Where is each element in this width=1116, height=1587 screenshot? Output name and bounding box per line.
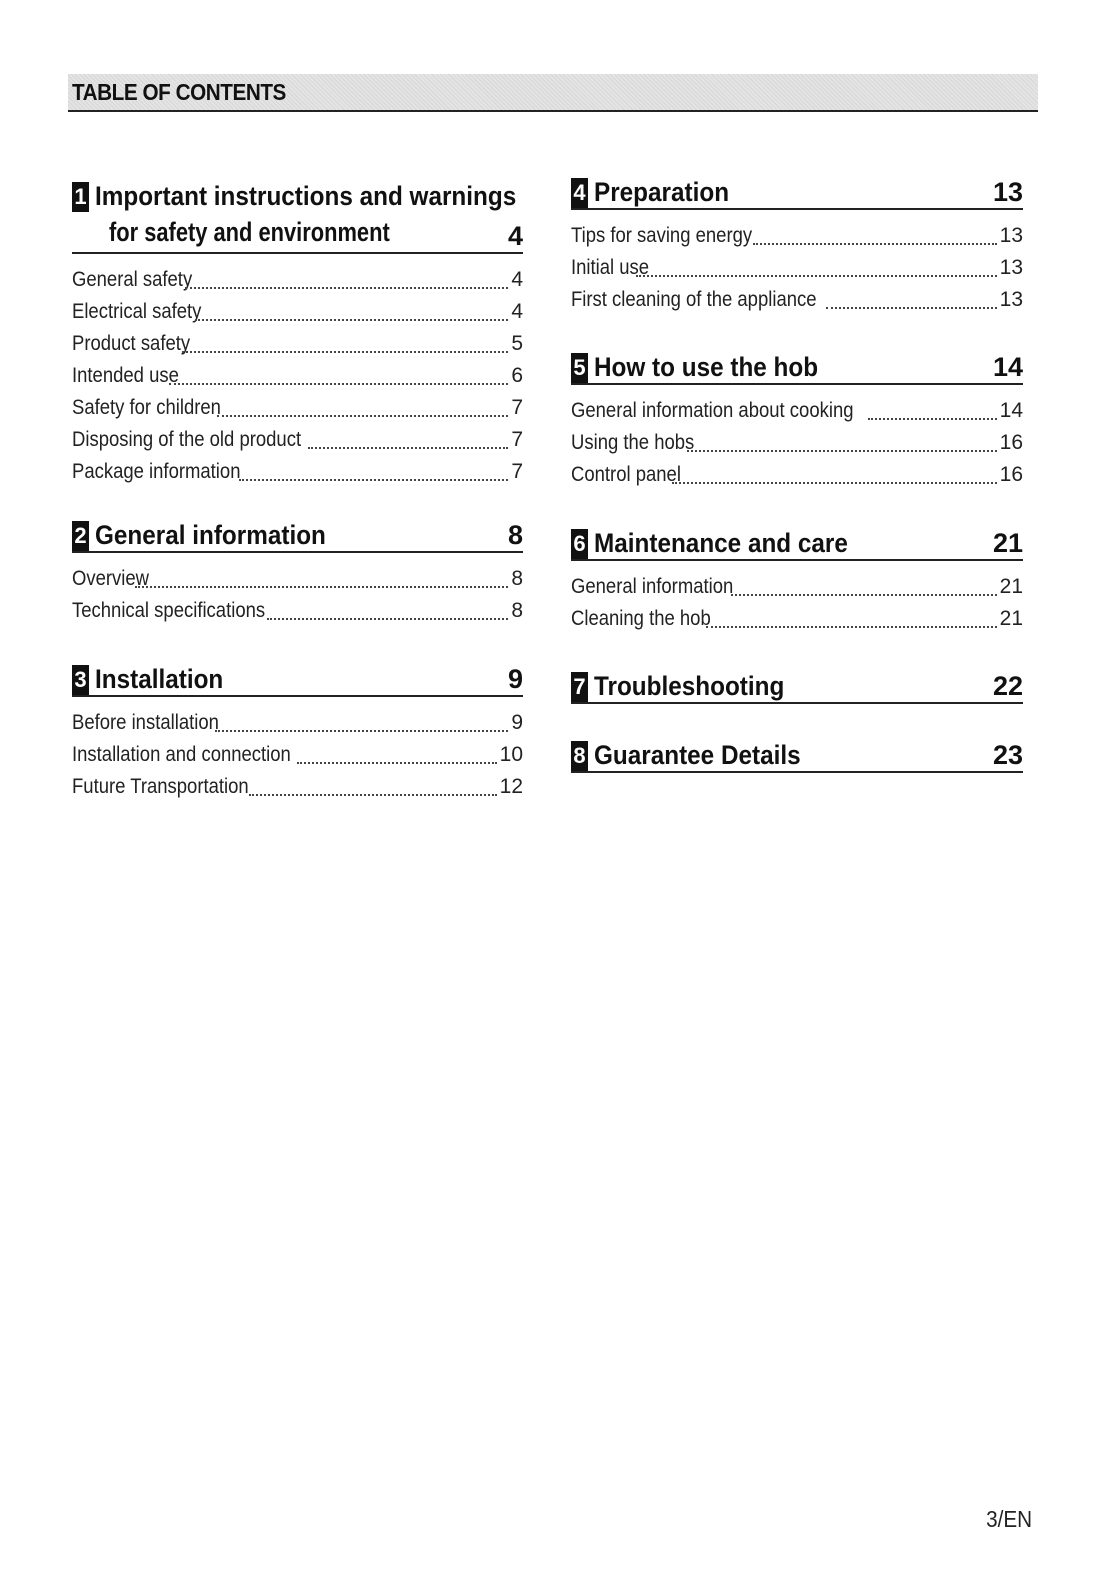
toc-entry[interactable] (571, 252, 1023, 284)
dot-leader (687, 450, 997, 452)
toc-entry[interactable] (72, 739, 523, 771)
section-heading[interactable] (571, 739, 1023, 773)
toc-banner (68, 74, 1038, 112)
toc-entry[interactable] (72, 392, 523, 424)
entry-page: 8 (511, 567, 523, 590)
dot-leader (169, 383, 508, 385)
entry-label: Disposing of the old product (72, 428, 302, 451)
section-heading[interactable] (571, 351, 1023, 385)
dot-leader (731, 594, 996, 596)
dot-leader (239, 479, 508, 481)
section-title: Troubleshooting (594, 671, 785, 701)
entry-list (72, 563, 523, 627)
entry-label: Before installation (72, 711, 219, 734)
dot-leader (249, 794, 497, 796)
section-page-number: 4 (507, 221, 523, 251)
entry-page: 7 (511, 396, 523, 419)
toc-entry[interactable] (571, 603, 1023, 635)
entry-list (571, 571, 1023, 635)
dot-leader (868, 418, 997, 420)
toc-entry[interactable] (72, 707, 523, 739)
section-heading[interactable] (72, 180, 523, 254)
toc-entry[interactable] (72, 264, 523, 296)
section-heading[interactable] (571, 527, 1023, 561)
entry-page: 12 (499, 775, 523, 798)
entry-list (72, 264, 523, 488)
entry-page: 21 (999, 575, 1023, 598)
toc-entry[interactable] (571, 427, 1023, 459)
section-heading[interactable] (571, 176, 1023, 210)
toc-section-6 (571, 527, 1023, 635)
entry-label: Installation and connection (72, 743, 291, 766)
entry-page: 16 (999, 463, 1023, 486)
section-title: How to use the hob (594, 352, 819, 382)
dot-leader (217, 415, 508, 417)
toc-entry[interactable] (72, 595, 523, 627)
toc-entry[interactable] (72, 563, 523, 595)
toc-section-1 (72, 180, 523, 488)
toc-entry[interactable] (571, 220, 1023, 252)
section-title-continued: for safety and environment (109, 217, 390, 247)
entry-label: Using the hobs (571, 431, 695, 454)
toc-entry[interactable] (72, 456, 523, 488)
entry-label: Electrical safety (72, 300, 202, 323)
dot-leader (215, 730, 508, 732)
entry-label: Intended use (72, 364, 179, 387)
section-heading[interactable] (571, 670, 1023, 704)
section-number-badge: 2 (72, 521, 89, 551)
toc-entry[interactable] (571, 459, 1023, 491)
dot-leader (308, 447, 508, 449)
dot-leader (826, 307, 997, 309)
toc-section-4 (571, 176, 1023, 316)
dot-leader (636, 275, 997, 277)
section-number-badge: 3 (72, 665, 89, 695)
entry-list (571, 220, 1023, 316)
entry-label: General safety (72, 268, 193, 291)
section-title: Installation (95, 664, 224, 694)
toc-section-5 (571, 351, 1023, 491)
section-page-number: 21 (992, 528, 1023, 558)
entry-label: Safety for children (72, 396, 221, 419)
section-page-number: 23 (992, 740, 1023, 770)
toc-section-8 (571, 739, 1023, 773)
dot-leader (195, 319, 508, 321)
section-page-number: 8 (507, 520, 523, 550)
entry-label: Future Transportation (72, 775, 249, 798)
entry-page: 4 (511, 268, 523, 291)
entry-list (72, 707, 523, 803)
toc-section-7 (571, 670, 1023, 704)
dot-leader (267, 618, 508, 620)
section-page-number: 14 (992, 352, 1023, 382)
section-number-badge: 5 (571, 353, 588, 383)
section-number-badge: 1 (72, 182, 89, 212)
entry-label: Overview (72, 567, 150, 590)
section-title: Preparation (594, 177, 730, 207)
entry-label: First cleaning of the appliance (571, 288, 817, 311)
dot-leader (672, 482, 997, 484)
dot-leader (182, 351, 508, 353)
entry-page: 13 (999, 288, 1023, 311)
dot-leader (753, 243, 997, 245)
entry-page: 9 (511, 711, 523, 734)
entry-label: Product safety (72, 332, 191, 355)
dot-leader (185, 287, 509, 289)
entry-page: 8 (511, 599, 523, 622)
section-page-number: 13 (992, 177, 1023, 207)
section-title: General information (95, 520, 326, 550)
entry-page: 5 (511, 332, 523, 355)
section-title: Guarantee Details (594, 740, 801, 770)
toc-entry[interactable] (72, 771, 523, 803)
section-number-badge: 8 (571, 741, 588, 771)
entry-label: Control panel (571, 463, 681, 486)
toc-entry[interactable] (72, 424, 523, 456)
entry-page: 6 (511, 364, 523, 387)
entry-label: Technical specifications (72, 599, 266, 622)
section-page-number: 22 (992, 671, 1023, 701)
dot-leader (135, 586, 508, 588)
entry-label: Initial use (571, 256, 650, 279)
section-number-badge: 6 (571, 529, 588, 559)
entry-label: Tips for saving energy (571, 224, 753, 247)
section-number-badge: 4 (571, 178, 588, 208)
dot-leader (706, 626, 997, 628)
entry-page: 10 (499, 743, 523, 766)
entry-page: 7 (511, 460, 523, 483)
section-page-number: 9 (507, 664, 523, 694)
entry-label: General information about cooking (571, 399, 854, 422)
toc-entry[interactable] (72, 360, 523, 392)
toc-section-2 (72, 519, 523, 627)
page-footer-number: 3/EN (985, 1506, 1032, 1532)
section-title: Important instructions and warnings (95, 181, 517, 211)
toc-entry[interactable] (72, 296, 523, 328)
toc-entry[interactable] (571, 395, 1023, 427)
entry-page: 7 (511, 428, 523, 451)
entry-page: 13 (999, 256, 1023, 279)
entry-page: 14 (999, 399, 1023, 422)
section-heading[interactable] (72, 519, 523, 553)
entry-label: Package information (72, 460, 241, 483)
entry-page: 16 (999, 431, 1023, 454)
toc-entry[interactable] (72, 328, 523, 360)
toc-entry[interactable] (571, 284, 1023, 316)
toc-entry[interactable] (571, 571, 1023, 603)
toc-section-3 (72, 663, 523, 803)
entry-list (571, 395, 1023, 491)
entry-page: 21 (999, 607, 1023, 630)
entry-page: 13 (999, 224, 1023, 247)
toc-title: TABLE OF CONTENTS (72, 79, 286, 105)
dot-leader (297, 762, 497, 764)
entry-page: 4 (511, 300, 523, 323)
entry-label: Cleaning the hob (571, 607, 711, 630)
section-heading[interactable] (72, 663, 523, 697)
entry-label: General information (571, 575, 734, 598)
section-number-badge: 7 (571, 672, 588, 702)
section-title: Maintenance and care (594, 528, 848, 558)
